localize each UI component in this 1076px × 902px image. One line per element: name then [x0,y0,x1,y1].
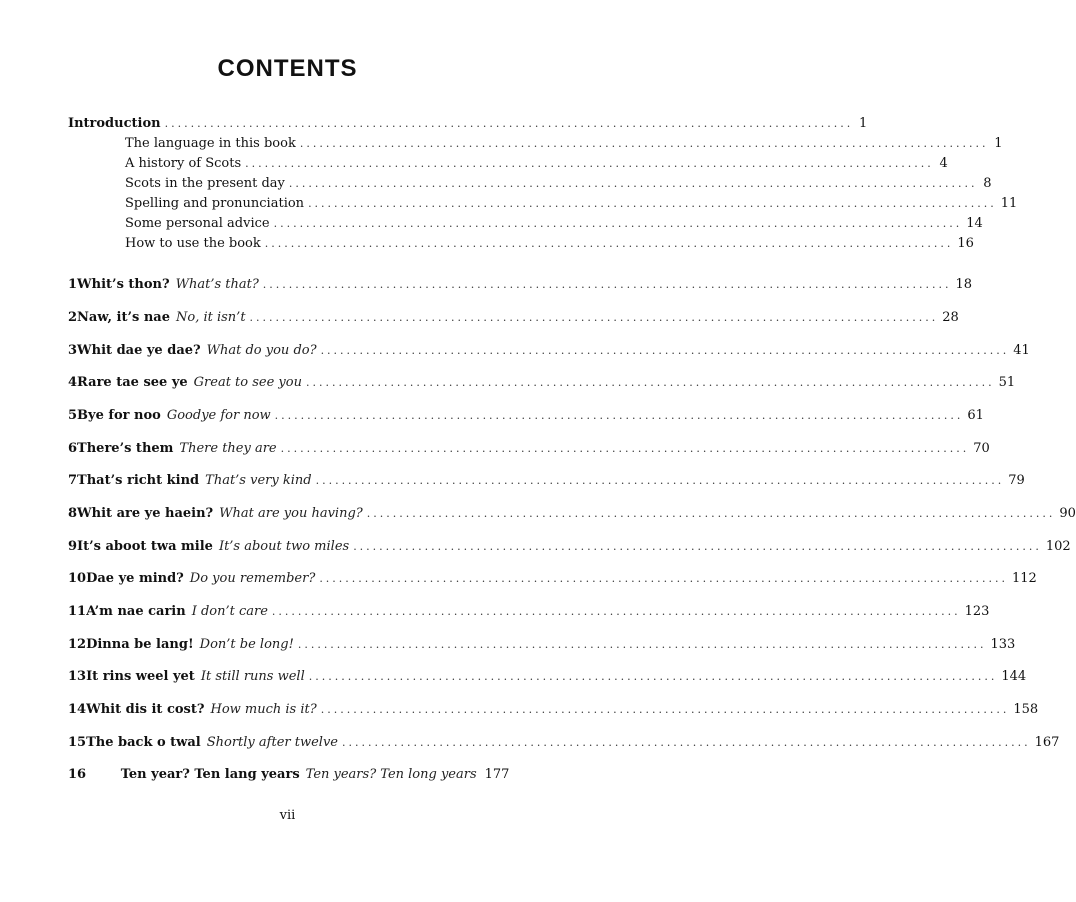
dot-leader: .......................................................................................................... [366,507,1056,520]
dot-leader: .......................................................................................................... [353,540,1042,553]
dot-leader: .......................................................................................................... [341,736,1031,749]
toc-sub-row [125,155,948,173]
toc-sub-row [125,195,1018,213]
dot-leader: .......................................................................................................... [271,605,961,618]
chapter-title-english: There they are [179,441,277,456]
dot-leader: .......................................................................................................... [273,217,963,230]
dot-leader: .......................................................................................................... [249,311,939,324]
toc-chapter-row [68,701,1039,719]
chapter-title-english: I don’t care [191,604,268,619]
dot-leader: .......................................................................................................... [308,670,998,683]
chapter-number: 10 [68,571,87,586]
toc-sub-row [125,235,974,253]
toc-chapter-row [68,276,972,294]
chapter-title-english: That’s very kind [205,473,312,488]
toc-page-number: 79 [1008,473,1025,488]
page-folio: vii [279,808,296,823]
toc-page-number: 144 [1001,669,1027,684]
toc-page-number: 167 [1034,735,1060,750]
chapter-title-scots: The back o twal [86,735,201,750]
chapter-title-scots: That’s richt kind [77,473,200,488]
toc-page-number: 123 [964,604,990,619]
toc-chapter-row [68,636,1016,654]
toc-chapter-row [68,668,1027,686]
chapter-title-scots: Ten year? Ten lang years [120,767,300,782]
toc-page-number: 1 [858,116,868,131]
chapter-title-scots: A’m nae carin [86,604,186,619]
toc-page-number: 18 [955,277,972,292]
chapter-title-english: Shortly after twelve [206,735,338,750]
dot-leader: .......................................................................................................... [262,278,952,291]
toc-chapter-row [68,505,1076,523]
toc-entry-label: Introduction [68,116,161,131]
toc-chapter-row [68,570,1037,588]
toc-page-number: 177 [484,767,510,782]
chapter-number: 3 [68,343,78,358]
chapter-title-scots: It rins weel yet [86,669,195,684]
toc-sub-row [125,175,992,193]
toc-intro-row [68,115,868,133]
chapter-title-scots: Rare tae see ye [77,375,188,390]
chapter-title-english: Do you remember? [189,571,316,586]
chapter-title-english: It still runs well [200,669,305,684]
chapter-title-scots: Whit dae ye dae? [77,343,201,358]
chapter-number: 12 [68,637,87,652]
toc-chapter-row [68,734,1060,752]
dot-leader: .......................................................................................................... [299,137,989,150]
chapter-title-scots: It’s aboot twa mile [77,539,213,554]
toc-page-number: 16 [957,236,974,251]
chapter-number: 6 [68,441,78,456]
toc-entry-label: The language in this book [125,136,296,151]
chapter-title-english: It’s about two miles [218,539,350,554]
toc-entry-label: Spelling and pronunciation [125,196,305,211]
chapter-number: 9 [68,539,78,554]
toc-page-number: 158 [1013,702,1039,717]
toc-page-number: 28 [942,310,959,325]
toc-chapter-row [68,407,984,425]
chapter-number: 5 [68,408,78,423]
toc-entry-label: How to use the book [125,236,261,251]
toc-page-number: 41 [1013,343,1030,358]
toc-sub-row [125,215,983,233]
chapter-number: 2 [68,310,78,325]
dot-leader: .......................................................................................................... [297,638,987,651]
chapter-title-scots: Dinna be lang! [86,637,194,652]
toc-chapter-row [68,374,1016,392]
chapter-title-scots: Whit dis it cost? [86,702,205,717]
dot-leader: .......................................................................................................... [308,197,997,210]
chapter-title-english: What do you do? [206,343,317,358]
chapter-title-english: No, it isn’t [176,310,246,325]
dot-leader: .......................................................................................................... [319,572,1008,585]
chapter-number: 14 [68,702,87,717]
dot-leader: .......................................................................................................... [315,474,1005,487]
chapter-number: 1 [68,277,78,292]
dot-leader: .......................................................................................................... [164,117,854,130]
toc-entry-label: Some personal advice [125,216,270,231]
dot-leader: .......................................................................................................... [305,376,995,389]
chapter-title-scots: There’s them [77,441,174,456]
dot-leader: .......................................................................................................... [288,177,978,190]
chapter-number: 8 [68,506,78,521]
chapter-title-english: Great to see you [193,375,302,390]
toc-page-number: 102 [1045,539,1071,554]
toc-page-number: 51 [998,375,1016,390]
chapter-title-scots: Whit are ye haein? [77,506,214,521]
toc-entry-label: Scots in the present day [125,176,285,191]
chapter-number: 11 [68,604,87,619]
toc-page-number: 8 [983,176,992,191]
chapter-title-scots: Bye for noo [77,408,161,423]
toc-page-number: 14 [966,216,983,231]
toc-page-number: 70 [973,441,990,456]
toc-chapter-row [68,342,1030,360]
chapter-title-english: Ten years? Ten long years [305,767,477,782]
dot-leader: .......................................................................................................... [264,237,954,250]
chapter-title-english: Don’t be long! [199,637,294,652]
page-title: CONTENTS [217,55,358,82]
toc-page-number: 90 [1059,506,1076,521]
toc-chapter-row [68,603,990,621]
chapter-title-english: What’s that? [175,277,259,292]
toc-entry-label: A history of Scots [125,156,242,171]
chapter-title-scots: Dae ye mind? [86,571,184,586]
chapter-title-scots: Naw, it’s nae [77,310,170,325]
toc-page-number: 133 [990,637,1016,652]
chapter-number: 15 [68,735,87,750]
toc-chapter-row [68,538,1071,556]
toc-chapter-row [68,766,508,784]
chapter-title-english: Goodye for now [166,408,271,423]
chapter-title-scots: Whit’s thon? [77,277,170,292]
chapter-number: 16 [68,767,87,782]
toc-page-number: 61 [967,408,984,423]
dot-leader: .......................................................................................................... [245,157,934,170]
toc-chapter-row [68,309,959,327]
toc-chapter-row [68,472,1025,490]
toc-page-number: 1 [994,136,1003,151]
toc-page-number: 4 [939,156,948,171]
chapter-number: 13 [68,669,87,684]
toc-page-number: 112 [1011,571,1037,586]
dot-leader: .......................................................................................................... [274,409,964,422]
dot-leader: .......................................................................................................... [280,442,970,455]
toc-sub-row [125,135,1003,153]
chapter-title-english: What are you having? [219,506,363,521]
toc-chapter-row [68,440,990,458]
dot-leader: .......................................................................................................... [320,344,1010,357]
chapter-number: 7 [68,473,78,488]
chapter-number: 4 [68,375,78,390]
toc-page-number: 11 [1000,196,1018,211]
chapter-title-english: How much is it? [210,702,317,717]
dot-leader: .......................................................................................................... [320,703,1010,716]
